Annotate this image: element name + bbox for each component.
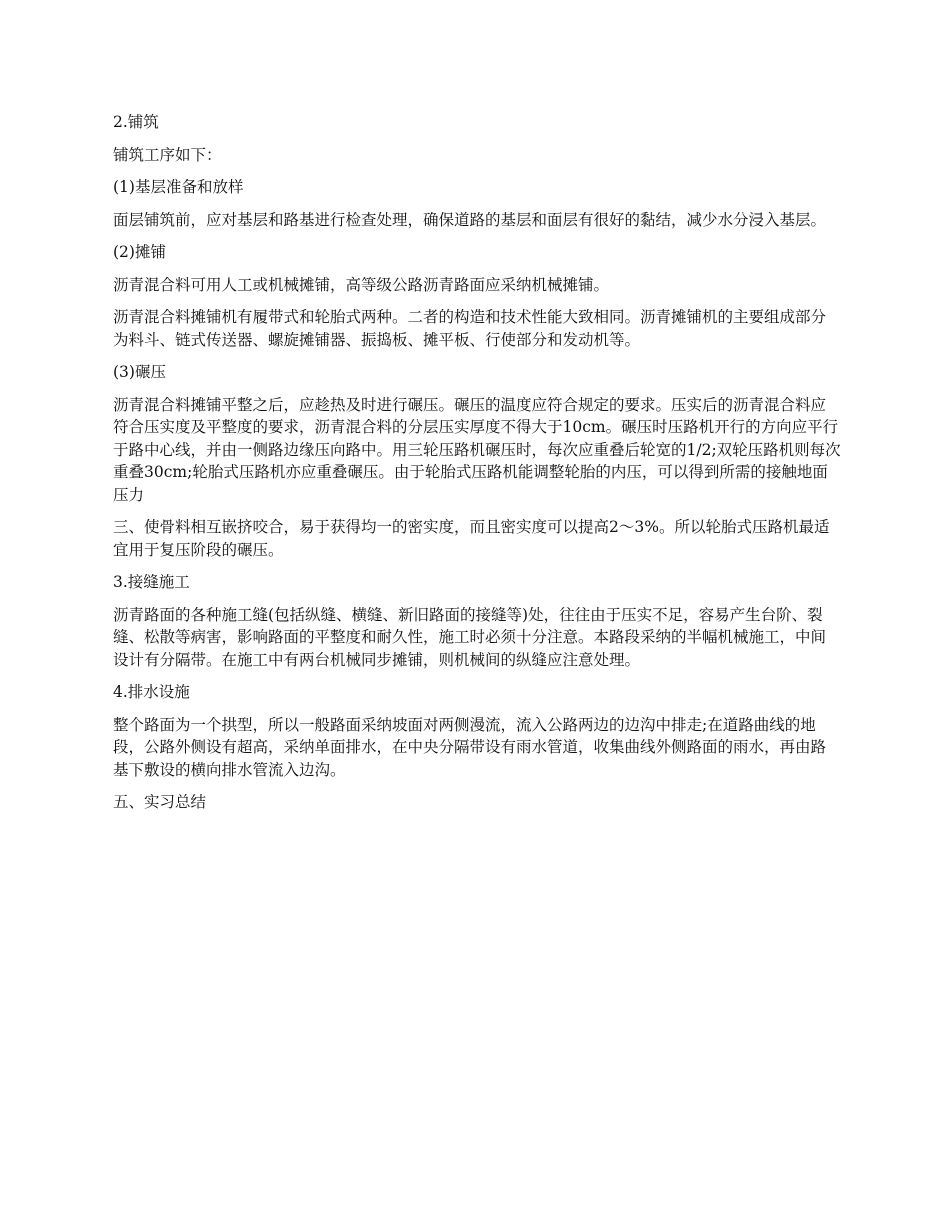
section-heading-summary: 五、实习总结 — [113, 793, 207, 811]
paragraph-base-preparation: 面层铺筑前，应对基层和路基进行检查处理，确保道路的基层和面层有很好的黏结，减少水分浸入基层。 — [113, 210, 827, 229]
subheading-base-preparation: (1)基层准备和放样 — [113, 178, 244, 196]
document-body — [113, 111, 841, 824]
paragraph-rolling-continued: 三、使骨料相互嵌挤咬合，易于获得均一的密实度，而且密实度可以提高2～3%。所以轮胎式压路机最适宜用于复压阶段的碾压。 — [113, 518, 830, 559]
subheading-spreading: (2)摊铺 — [113, 243, 166, 261]
paragraph-paver-types: 沥青混合料摊铺机有履带式和轮胎式两种。二者的构造和技术性能大致相同。沥青摊铺机的主要组成部分为料斗、链式传送器、螺旋摊铺器、振捣板、摊平板、行使部分和发动机等。 — [113, 308, 827, 349]
section-heading-paving: 2.铺筑 — [113, 113, 159, 131]
paragraph-rolling: 沥青混合料摊铺平整之后，应趁热及时进行碾压。碾压的温度应符合规定的要求。压实后的沥青混合料应符合压实度及平整度的要求，沥青混合料的分层压实厚度不得大于10cm。碾压时压路机开行的方向应平行于路中心线，并由一侧路边缘压向路中。用三轮压路机碾压时，每次应重叠后轮宽的1/2;双轮压路机则每次重叠30cm;轮胎式压路机亦应重叠碾压。由于轮胎式压路机能调整轮胎的内压，可以得到所需的接触地面压力 — [113, 395, 841, 504]
section-heading-joints: 3.接缝施工 — [113, 573, 190, 591]
paragraph-drainage: 整个路面为一个拱型，所以一般路面采纳坡面对两侧漫流，流入公路两边的边沟中排走;在道路曲线的地段，公路外侧设有超高，采纳单面排水，在中央分隔带设有雨水管道，收集曲线外侧路面的雨水，再由路基下敷设的横向排水管流入边沟。 — [113, 715, 827, 779]
paragraph-joints: 沥青路面的各种施工缝(包括纵缝、横缝、新旧路面的接缝等)处，往往由于压实不足，容易产生台阶、裂缝、松散等病害，影响路面的平整度和耐久性，施工时必须十分注意。本路段采纳的半幅机械施工，中间设计有分隔带。在施工中有两台机械同步摊铺，则机械间的纵缝应注意处理。 — [113, 605, 827, 669]
subheading-rolling: (3)碾压 — [113, 363, 166, 381]
paragraph-spreading-method: 沥青混合料可用人工或机械摊铺，高等级公路沥青路面应采纳机械摊铺。 — [113, 275, 610, 294]
paragraph-paving-intro: 铺筑工序如下： — [113, 145, 222, 164]
section-heading-drainage: 4.排水设施 — [113, 683, 190, 701]
